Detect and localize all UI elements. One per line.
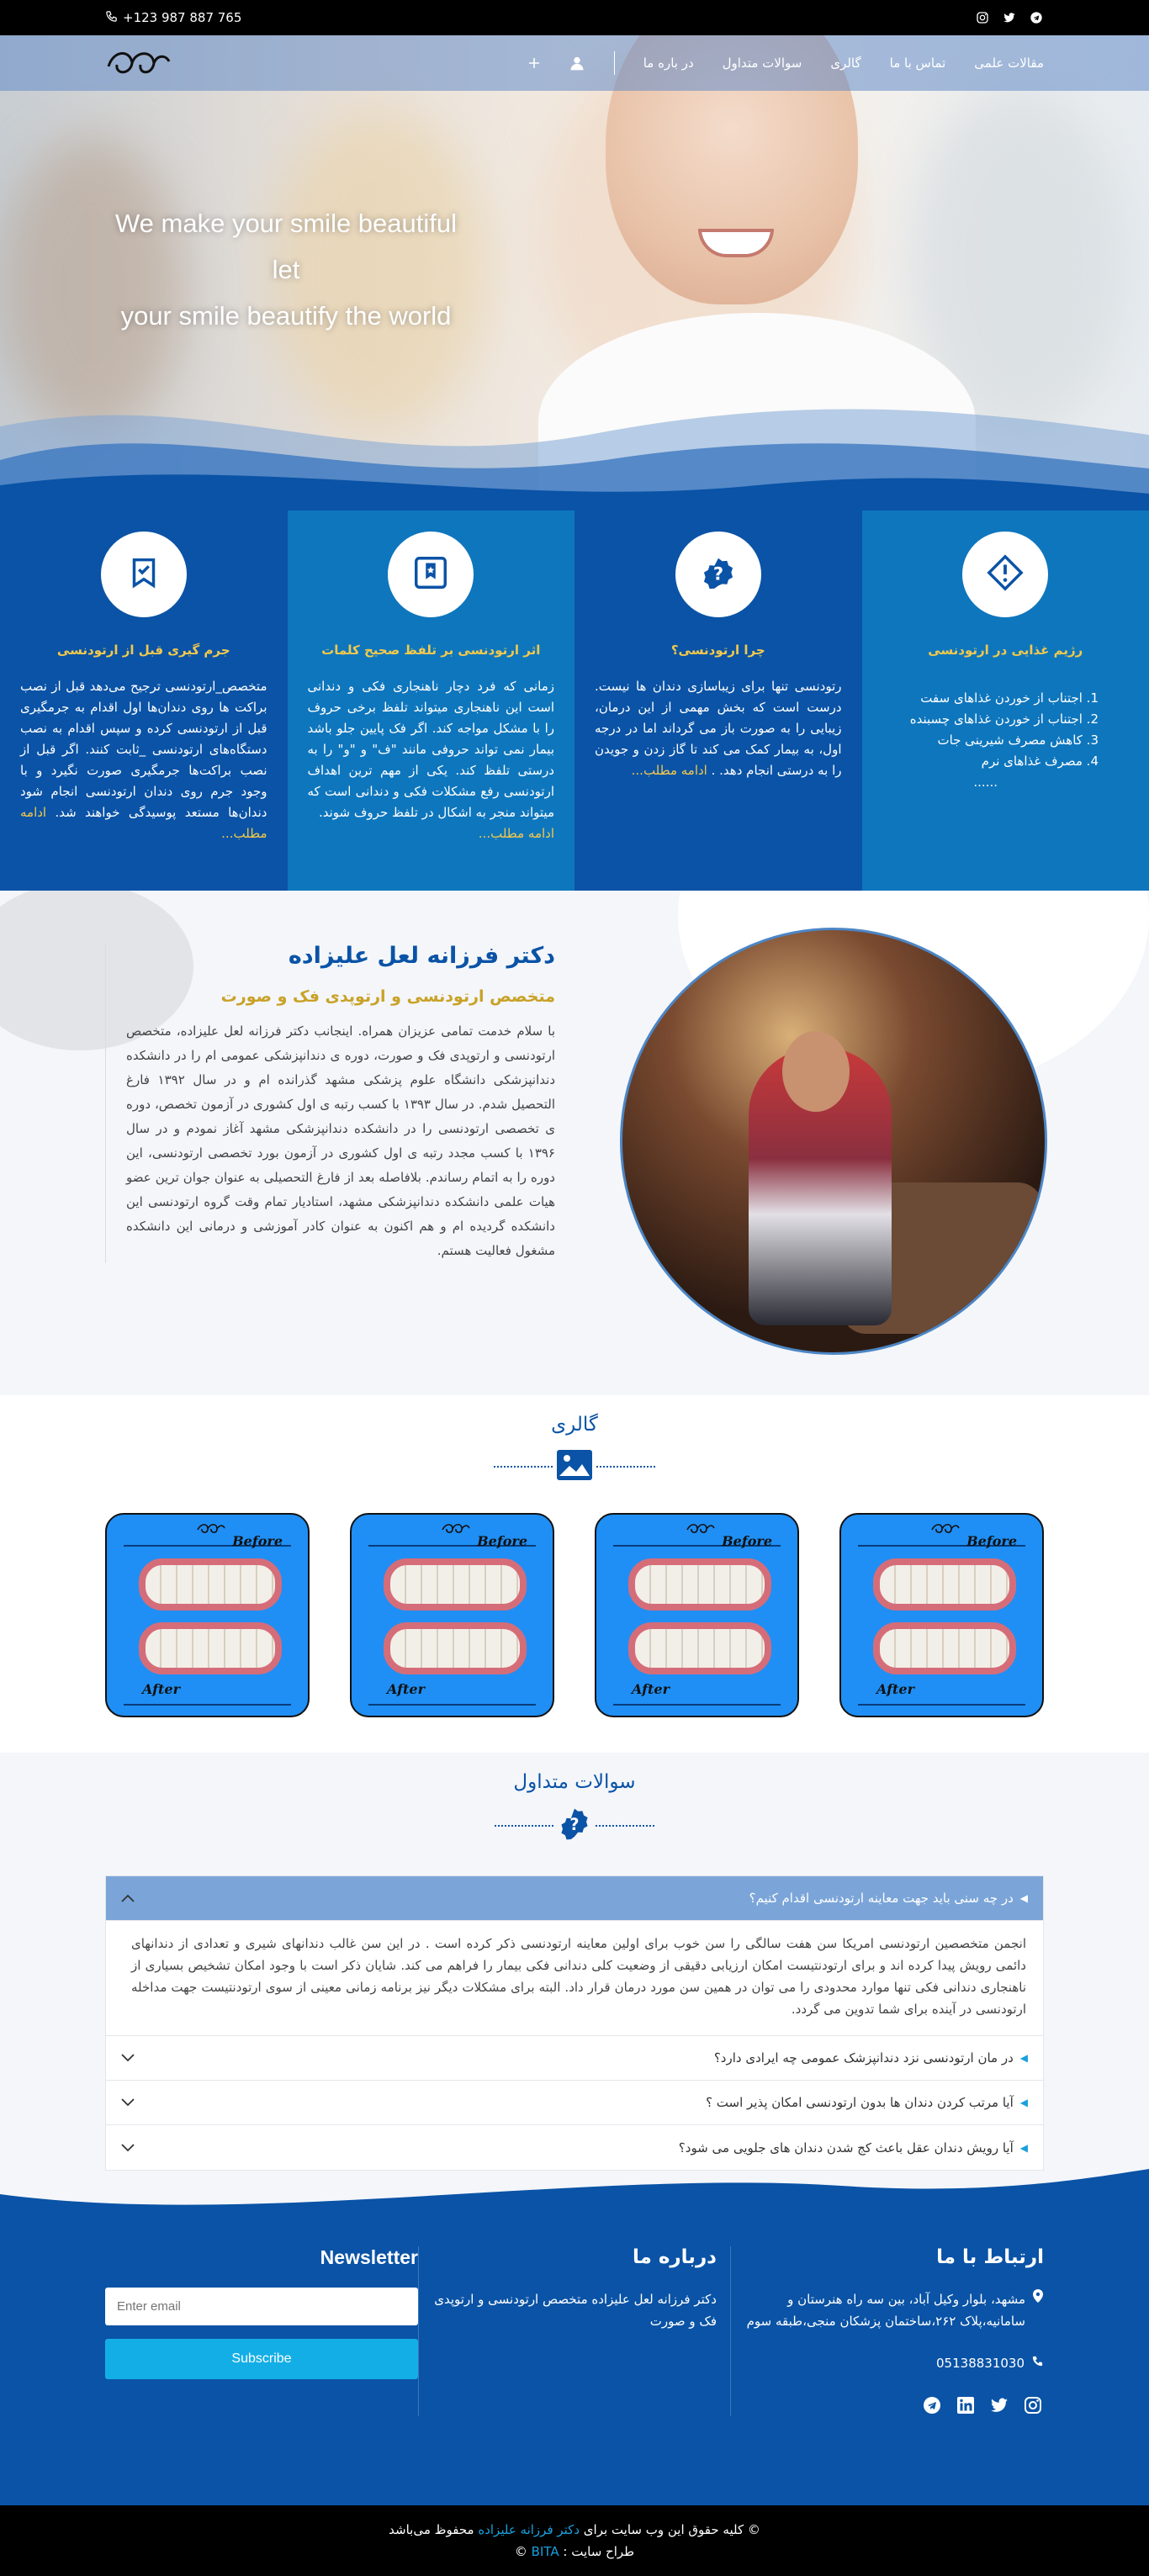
- doctor-photo: [620, 928, 1047, 1355]
- faq-title: سوالات متداول: [0, 1753, 1149, 1793]
- telegram-icon[interactable]: [1029, 10, 1044, 25]
- faq-question[interactable]: [106, 2036, 1043, 2081]
- phone-contact[interactable]: [105, 10, 241, 26]
- gallery-title: گالری: [0, 1395, 1149, 1436]
- doctor-name: دکتر فرزانه لعل علیزاده: [126, 943, 555, 969]
- subscribe-button[interactable]: Subscribe: [105, 2339, 418, 2379]
- chevron-down-icon[interactable]: [121, 2095, 135, 2110]
- faq-question-text: در مان ارتودنسی نزد دندانپزشک عمومی چه ایرادی دارد؟: [714, 2050, 1014, 2066]
- hero-section: [0, 35, 1149, 510]
- gallery-item[interactable]: [595, 1513, 799, 1717]
- feature-icon-circle: [671, 527, 765, 622]
- feature-body: [595, 676, 842, 781]
- caret-left-icon: ◀: [1020, 2097, 1028, 2108]
- phone-number: +123 987 887 765: [123, 10, 241, 25]
- feature-card-why-orthodontics: [574, 510, 862, 891]
- before-label: Before: [477, 1533, 527, 1549]
- nav-item-gallery[interactable]: گالری: [830, 56, 860, 71]
- caret-left-icon: ◀: [1020, 2052, 1028, 2064]
- list-item: ......: [882, 772, 998, 793]
- hero-slogan-line3: your smile beautify the world: [105, 293, 467, 339]
- feature-card-diet: [862, 510, 1149, 891]
- hero-slogan: [105, 200, 467, 339]
- gallery-item[interactable]: [350, 1513, 554, 1717]
- before-label: Before: [232, 1533, 283, 1549]
- footer: [0, 2219, 1149, 2505]
- feature-icon-circle: [958, 527, 1052, 622]
- location-icon: [1032, 2288, 1044, 2332]
- chevron-down-icon[interactable]: [121, 2140, 135, 2155]
- faq-question[interactable]: [106, 2125, 1043, 2170]
- twitter-icon[interactable]: [988, 2394, 1010, 2416]
- question-icon: [699, 553, 738, 595]
- feature-card-pronunciation: [288, 510, 575, 891]
- after-label: After: [387, 1681, 425, 1697]
- faq-question[interactable]: [106, 2081, 1043, 2125]
- read-more-link[interactable]: ادامه مطلب...: [20, 805, 267, 841]
- copyright-bar: [0, 2505, 1149, 2576]
- checklist-icon: [124, 553, 163, 595]
- doctor-bio: با سلام خدمت تمامی عزیزان همراه. اینجانب دکتر فرزانه لعل علیزاده، متخصص ارتودنسی و ارتوپدی فک و صورت، دوره ی دندانپزشکی عمومی ام را در دانشکده دندانپزشکی دانشگاه علوم پزشکی مشهد گذرانده ام و در سال ۱۳۹۲ فارغ التحصیل شدم. در سال ۱۳۹۳ با کسب رتبه ی اول کشوری در آزمون تخصص، دوره ی تخصصی ارتودنسی را در دانشکده دندانپزشکی مشهد آغاز نمودم و در سال ۱۳۹۶ با کسب مجدد رتبه ی اول کشوری در آزمون بورد تخصصی ارتودنسی، این دوره را به اتمام رساندم. بلافاصله بعد از فارغ التحصیلی به عنوان جوان ترین عضو هیات علمی دانشکده دندانپزشکی مشهد، استادیار تمام وقت گروه ارتودنسی این دانشکده گردیده ام و هم اکنون به عنوان کادر آموزشی و درمانی این دانشکده مشغول فعالیت هستم.: [126, 1019, 555, 1263]
- teeth-after: [384, 1622, 527, 1674]
- faq-section: [0, 1753, 1149, 2219]
- footer-newsletter: [105, 2246, 418, 2416]
- teeth-after: [139, 1622, 282, 1674]
- plus-icon[interactable]: [528, 57, 540, 69]
- feature-title: جرم گیری قبل از ارتودنسی: [20, 643, 267, 658]
- about-section: [0, 891, 1149, 1395]
- faq-question-text: در چه سنی باید جهت معاینه ارتودنسی اقدام کنیم؟: [749, 1891, 1014, 1906]
- address-text: مشهد، بلوار وکیل آباد، بین سه راه هنرستان و سامانیه،پلاک ۲۶۲،ساختمان پزشکان منجی،طبقه سوم: [739, 2288, 1025, 2332]
- faq-answer: انجمن متخصصین ارتودنسی امریکا سن هفت سالگی را سن خوب برای اولین معاینه ارتودنسی ذکر کرده است . در این سن غالب دندانهای شیری و تعدادی از دندانهای دائمی رویش پیدا کرده اند و برای ارتودنتیست امکان ارزیابی دقیقی از وضعیت کلی دندانی فکی بیمار را فراهم می کند. شایان ذکر است با وجود امکان تشخیص بسیاری از ناهنجاری دندانی فکی تنها موارد محدودی را می توان در همین سن مورد درمان قرار داد. البته برای مشکلات دیگر نیز برنامه زمانی معینی از سوی ارتودنتیست جهت مداخله ارتودنسی در آینده برای شما تدوین می گردد.: [106, 1921, 1043, 2036]
- gallery-divider: [0, 1449, 1149, 1484]
- list-item: 3. کاهش مصرف شیرینی جات: [882, 730, 1099, 751]
- newsletter-email-input[interactable]: [105, 2288, 418, 2325]
- footer-social-links: [739, 2394, 1044, 2416]
- feature-title: اثر ارتودنسی بر تلفظ صحیح کلمات: [308, 643, 555, 658]
- question-icon: [557, 1806, 592, 1845]
- faq-accordion: [105, 1875, 1044, 2171]
- list-item: 4. مصرف غذاهای نرم: [882, 751, 1099, 772]
- read-more-link[interactable]: ادامه مطلب...: [632, 763, 707, 778]
- footer-contact: [731, 2246, 1044, 2416]
- nav-divider: [614, 51, 615, 75]
- features-section: [0, 510, 1149, 891]
- faq-question[interactable]: [106, 1876, 1043, 1921]
- chevron-up-icon[interactable]: [121, 1891, 135, 1906]
- feature-text: متخصص_ارتودنسی ترجیح می‌دهد قبل از نصب براکت ها روی دندان‌ها اول اقدام به جرمگیری قبل از ارتودنسی کرده و سپس اقدام به نصب دستگاه‌های ارتودنسی _ثابت کنند. اگر قبل از نصب براکت‌ها جرمگیری صورت نگیرد و با وجود جرم روی دندان ارتودنسی انجام شود دندان‌ها مستعد پوسیدگی خواهند شد.: [20, 679, 267, 820]
- hero-slogan-line1: We make your smile beautiful: [105, 200, 467, 246]
- teeth-after: [873, 1622, 1016, 1674]
- feature-title: چرا ارتودنسی؟: [595, 643, 842, 658]
- footer-about: [418, 2246, 731, 2416]
- doctor-specialty: متخصص ارتودنسی و ارتوپدی فک و صورت: [126, 987, 555, 1006]
- nav-item-articles[interactable]: مقالات علمی: [974, 56, 1044, 71]
- newsletter-title: Newsletter: [105, 2246, 418, 2269]
- copyright-suffix: محفوظ می‌باشد: [389, 2522, 474, 2537]
- feature-text: رتودنسی تنها برای زیباسازی دندان ها نیست. درست است که بخش مهمی از این درمان، زیبایی را به صورت باز می گرداند اما در درجه اول، به بیمار کمک می کند تا گاز زدن و جویدن را به درستی انجام دهد. .: [595, 679, 842, 778]
- gallery-item[interactable]: [839, 1513, 1044, 1717]
- main-navbar: [0, 35, 1149, 91]
- before-label: Before: [722, 1533, 772, 1549]
- chevron-down-icon[interactable]: [121, 2050, 135, 2066]
- diet-list: [882, 688, 1099, 793]
- phone-icon: [105, 10, 118, 26]
- copyright-owner-link[interactable]: دکتر فرزانه علیزاده: [478, 2522, 580, 2537]
- twitter-icon[interactable]: [1002, 10, 1017, 25]
- phone-number: 05138831030: [936, 2352, 1025, 2374]
- footer-about-title: درباره ما: [432, 2246, 717, 2268]
- faq-question-text: آیا رویش دندان عقل باعث کج شدن دندان های جلویی می شود؟: [679, 2140, 1014, 2155]
- designer-link[interactable]: BITA: [532, 2544, 559, 2559]
- gallery-item[interactable]: [105, 1513, 310, 1717]
- hero-wave: [0, 376, 1149, 510]
- footer-columns: [0, 2219, 1149, 2416]
- footer-wave: [0, 2169, 1149, 2221]
- footer-contact-title: ارتباط با ما: [739, 2246, 1044, 2268]
- copyright-prefix: © کلیه حقوق این وب سایت برای: [584, 2522, 760, 2537]
- footer-phone[interactable]: [739, 2352, 1044, 2374]
- linkedin-icon[interactable]: [955, 2394, 977, 2416]
- top-social-links: [975, 10, 1044, 25]
- image-icon: [556, 1449, 593, 1484]
- feature-icon-circle: [384, 527, 478, 622]
- nav-menu: [528, 51, 1044, 75]
- teeth-before: [873, 1558, 1016, 1611]
- site-logo[interactable]: [105, 45, 172, 82]
- designer-prefix: ©: [515, 2544, 532, 2559]
- bookmark-icon: [411, 553, 450, 595]
- after-label: After: [876, 1681, 914, 1697]
- user-icon[interactable]: [569, 55, 585, 71]
- feature-body: [20, 676, 267, 844]
- before-label: Before: [966, 1533, 1017, 1549]
- feature-card-scaling: [0, 510, 288, 891]
- read-more-link[interactable]: ادامه مطلب...: [479, 826, 554, 841]
- exclamation-icon: [986, 553, 1025, 595]
- nav-item-about[interactable]: در باره ما: [643, 56, 694, 71]
- nav-item-contact[interactable]: تماس با ما: [890, 56, 946, 71]
- about-text-block: [105, 943, 555, 1263]
- feature-icon-circle: [97, 527, 191, 622]
- feature-body: [308, 676, 555, 844]
- teeth-before: [384, 1558, 527, 1611]
- feature-title: رژیم غذایی در ارتودنسی: [882, 643, 1130, 658]
- svg-text:?: ?: [713, 563, 723, 584]
- copyright-line: [0, 2519, 1149, 2541]
- hero-slogan-line2: let: [105, 246, 467, 293]
- caret-left-icon: ◀: [1020, 2142, 1028, 2154]
- after-label: After: [632, 1681, 670, 1697]
- designer-suffix: : طراح سایت: [559, 2544, 634, 2559]
- teeth-before: [139, 1558, 282, 1611]
- footer-about-text: دکتر فرزانه لعل علیزاده متخصص ارتودنسی و ارتوپدی فک و صورت: [432, 2288, 717, 2332]
- gallery-grid: [0, 1513, 1149, 1717]
- telegram-icon[interactable]: [921, 2394, 943, 2416]
- top-bar: [0, 0, 1149, 35]
- teeth-after: [628, 1622, 771, 1674]
- list-item: 2. اجتناب از خوردن غذاهای چسبنده: [882, 709, 1099, 730]
- gallery-section: [0, 1395, 1149, 1753]
- instagram-icon[interactable]: [975, 10, 990, 25]
- list-item: 1. اجتناب از خوردن غذاهای سفت: [882, 688, 1099, 709]
- instagram-icon[interactable]: [1022, 2394, 1044, 2416]
- designer-line: [0, 2541, 1149, 2563]
- caret-left-icon: ◀: [1020, 1892, 1028, 1904]
- feature-text: زمانی که فرد دچار ناهنجاری فکی و دندانی است این ناهنجاری میتواند تلفظ برخی حروف را با مشکل مواجه کند. اگر فک پایین جلو باشد بیمار نمی تواند حروفی مانند "ف" و "و" را به درستی تلفظ کند. یکی از مهم ترین اهداف ارتودنسی رفع مشکلات فکی و دندانی است که میتواند منجر به اشکال در تلفظ حروف شوند.: [308, 679, 555, 820]
- after-label: After: [142, 1681, 180, 1697]
- footer-address: [739, 2288, 1044, 2332]
- nav-item-faq[interactable]: سوالات متداول: [723, 56, 802, 71]
- photo-face: [782, 1031, 850, 1112]
- teeth-before: [628, 1558, 771, 1611]
- phone-icon: [1031, 2352, 1044, 2374]
- faq-divider: [0, 1806, 1149, 1845]
- svg-text:?: ?: [569, 1815, 579, 1834]
- faq-question-text: آیا مرتب کردن دندان ها بدون ارتودنسی امکان پذیر است ؟: [706, 2095, 1014, 2110]
